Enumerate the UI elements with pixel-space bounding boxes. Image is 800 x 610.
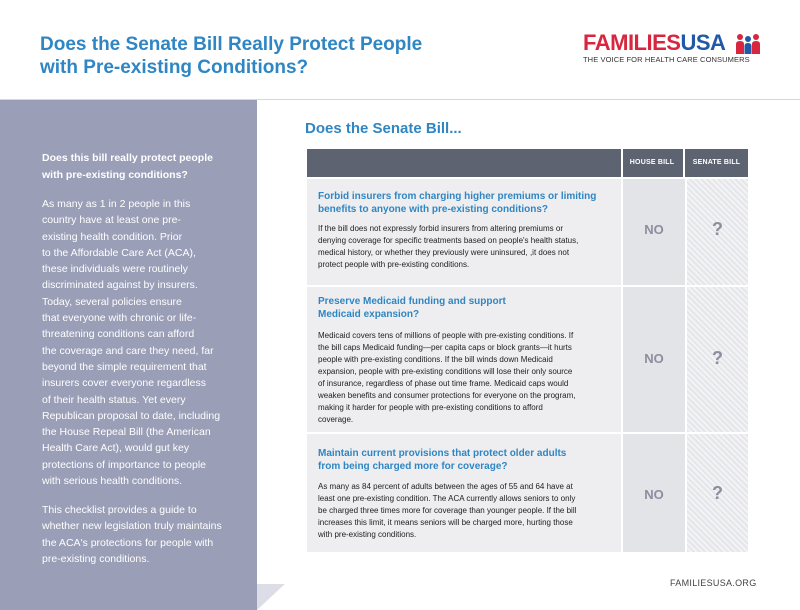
text-line: insurers cover everyone regardless (42, 377, 206, 390)
text-line: protect people with pre-existing conditions. (318, 260, 470, 269)
text-line: If the bill does not expressly forbid insurers from altering premiums or (318, 224, 563, 233)
sidebar-heading (42, 150, 242, 184)
sidebar-heading-line: with pre-existing conditions? (42, 169, 188, 181)
sidebar-paragraph-intro (42, 196, 252, 489)
senate-bill-cell (687, 179, 748, 285)
text-line: country have at least one pre- (42, 214, 181, 227)
text-line: As many as 84 percent of adults between the ages of 55 and 64 have at (318, 482, 573, 491)
text-line: Medicaid expansion? (318, 308, 420, 320)
senate-bill-answer: ? (712, 483, 723, 503)
text-line: Republican proposal to date, including (42, 409, 221, 422)
text-line: from being charged more for coverage? (318, 460, 508, 472)
text-line: be charged three times more for coverage than younger people. If the bill (318, 506, 577, 515)
families-usa-logo[interactable] (583, 31, 773, 71)
text-line: the coverage and care they need, far (42, 344, 214, 357)
footer-website-link[interactable]: FAMILIESUSA.ORG (670, 578, 757, 588)
question-description (318, 223, 616, 271)
logo-wordmark (583, 31, 725, 55)
text-line: that everyone with chronic or life- (42, 312, 197, 325)
text-line: Today, several policies ensure (42, 295, 182, 308)
text-line: This checklist provides a guide to (42, 504, 197, 516)
question-cell (307, 287, 621, 432)
text-line: least one pre-existing condition. The ACA currently allows seniors to only (318, 494, 576, 503)
text-line: Health Care Act), would gut key (42, 442, 190, 455)
logo-word-families: FAMILIES (583, 30, 681, 55)
section-title: Does the Senate Bill... (305, 120, 462, 137)
sidebar-paragraph-checklist (42, 502, 252, 567)
text-line: of their health status. Yet every (42, 393, 186, 406)
column-header-house-bill: HOUSE BILL (629, 159, 675, 166)
text-line: Forbid insurers from charging higher premiums or limiting (318, 191, 597, 202)
text-line: these individuals were routinely (42, 263, 188, 276)
page-title-line: Does the Senate Bill Really Protect People (40, 34, 423, 55)
text-line: existing health condition. Prior (42, 230, 183, 243)
text-line: pre-existing conditions. (42, 552, 150, 565)
text-line: Maintain current provisions that protect older adults (318, 448, 567, 459)
text-line: As many as 1 in 2 people in this (42, 198, 191, 210)
page-header (0, 0, 800, 100)
question-cell (307, 434, 621, 552)
text-line: benefits to anyone with pre-existing conditions? (318, 203, 549, 215)
text-line: the House Repeal Bill (the American (42, 426, 211, 439)
text-line: coverage. (318, 415, 354, 424)
text-line: protections of importance to people (42, 458, 207, 471)
text-line: expansion, people with pre-existing conditions will lose their only source (318, 367, 573, 376)
senate-bill-answer: ? (712, 219, 723, 239)
text-line: of insurance, regardless of phase out time frame. Medicaid caps would (318, 379, 569, 388)
table-header (307, 149, 748, 177)
table-row (307, 287, 748, 432)
question-cell (307, 179, 621, 285)
people-icon (735, 33, 761, 55)
house-bill-cell (623, 434, 685, 552)
senate-bill-cell (687, 287, 748, 432)
question-description (318, 481, 616, 541)
text-line: with serious health conditions. (42, 475, 183, 488)
text-line: to the Affordable Care Act (ACA), (42, 246, 196, 259)
text-line: whether new legislation truly maintains (42, 520, 222, 533)
page-title-line: with Pre-existing Conditions? (40, 57, 309, 78)
column-header-senate-bill: SENATE BILL (692, 159, 741, 166)
text-line: with pre-existing conditions. (318, 530, 417, 539)
text-line: increases this limit, it means seniors will be charged more, hurting those (318, 518, 573, 527)
senate-bill-cell (687, 434, 748, 552)
question-title (318, 191, 596, 216)
house-bill-answer: NO (644, 351, 664, 366)
text-line: weaken benefits and consumer protections for everyone on the program, (318, 391, 576, 400)
page-title (40, 33, 460, 79)
text-line: discriminated against by insurers. (42, 279, 198, 292)
table-row (307, 179, 748, 285)
text-line: threatening conditions can afford (42, 328, 195, 341)
senate-bill-answer: ? (712, 348, 723, 368)
text-line: medical history, or whether they previously were uninsured, ,it does not (318, 248, 570, 257)
text-line: making it harder for people with pre-existing conditions to afford (318, 403, 543, 412)
logo-tagline: THE VOICE FOR HEALTH CARE CONSUMERS (583, 55, 750, 64)
text-line: Medicaid covers tens of millions of people with pre-existing conditions. If (318, 331, 574, 340)
text-line: beyond the simple requirement that (42, 360, 207, 373)
sidebar-heading-line: Does this bill really protect people (42, 152, 213, 164)
house-bill-cell (623, 287, 685, 432)
text-line: the bill caps Medicaid funding—per capita caps or block grants—it hurts (318, 343, 572, 352)
table-row (307, 434, 748, 552)
house-bill-cell (623, 179, 685, 285)
question-description (318, 330, 616, 426)
logo-word-usa: USA (680, 30, 726, 55)
text-line: the ACA's protections for people with (42, 536, 214, 549)
text-line: people with pre-existing conditions. If the bill winds down Medicaid (318, 355, 553, 364)
question-title (318, 296, 506, 321)
sidebar-corner-decoration (257, 572, 287, 610)
text-line: denying coverage for specific treatments based on people's health status, (318, 236, 579, 245)
house-bill-answer: NO (644, 222, 664, 237)
text-line: Preserve Medicaid funding and support (318, 296, 506, 307)
house-bill-answer: NO (644, 487, 664, 502)
question-title (318, 448, 566, 473)
